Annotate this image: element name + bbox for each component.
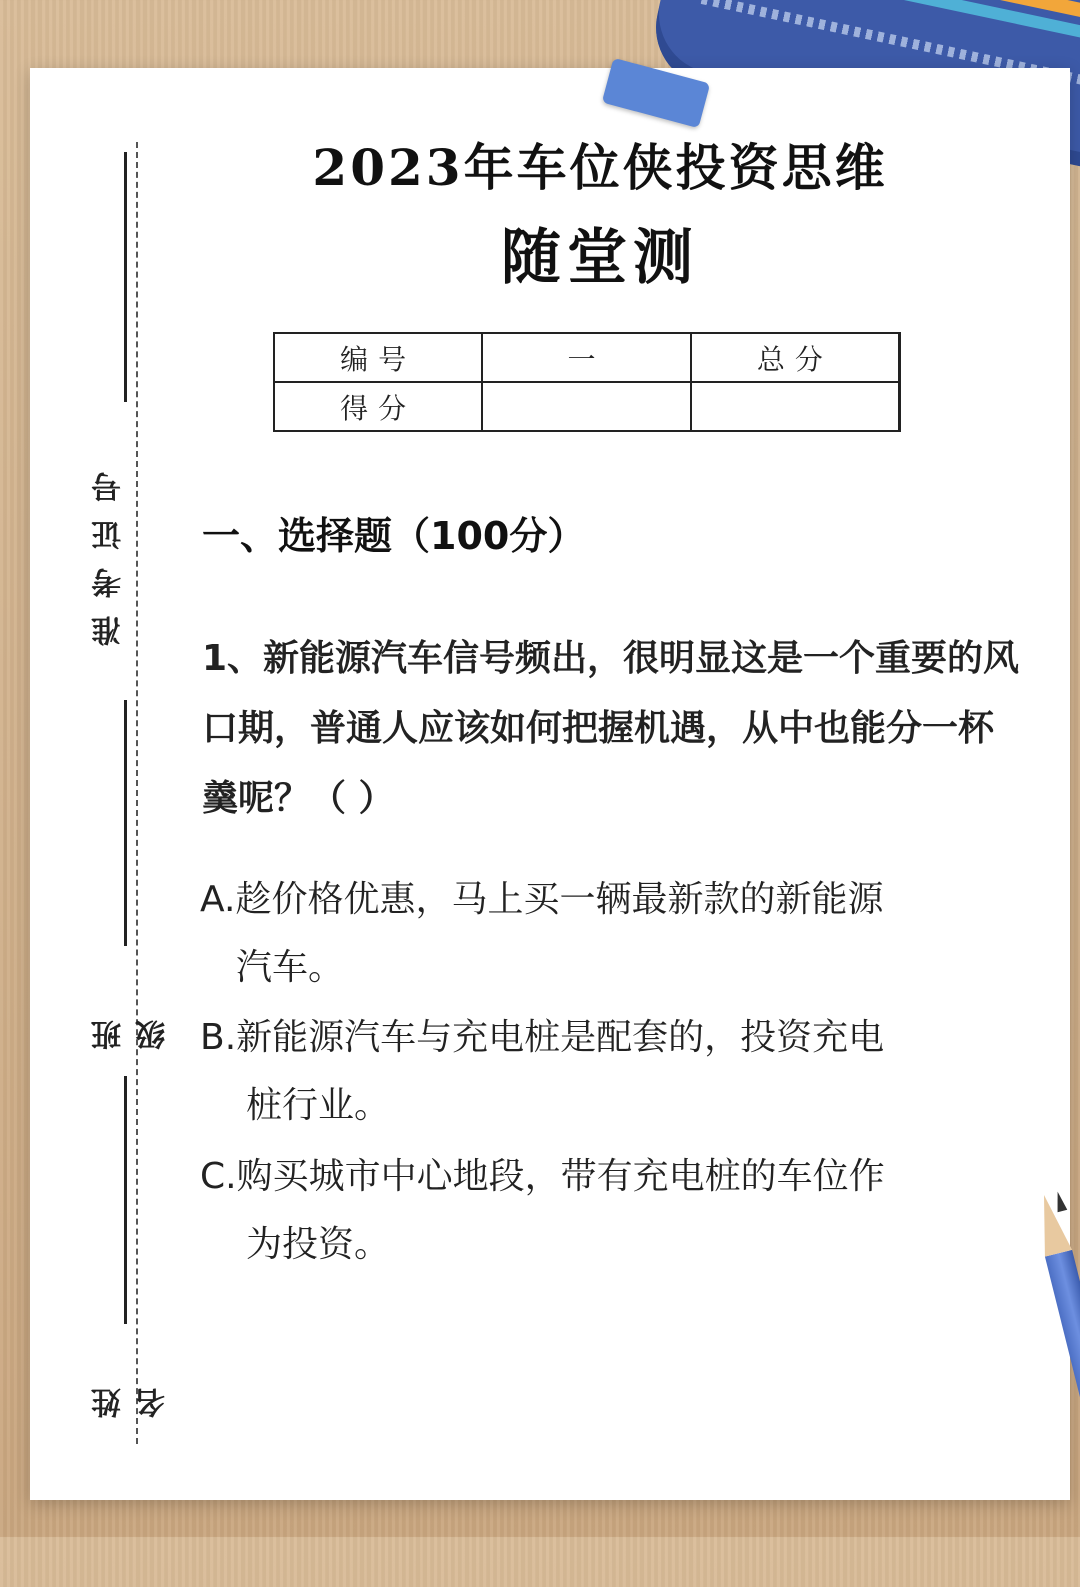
exam-title: 2023年车位侠投资思维 (312, 138, 888, 197)
exam-subtitle: 随堂测 (501, 223, 699, 293)
side-underline (124, 700, 127, 946)
name-label: 姓名 (92, 1348, 171, 1418)
section-heading: 一、选择题（100分） (202, 514, 586, 558)
total-input-cell[interactable] (691, 382, 900, 431)
score-table (273, 332, 901, 432)
option-b-line1: B.新能源汽车与充电桩是配套的，投资充电 (200, 1017, 885, 1058)
class-label: 班级 (92, 980, 171, 1050)
option-b-line2: 桩行业。 (246, 1085, 391, 1126)
table-cell: 一 (482, 333, 690, 382)
option-a-line2: 汽车。 (236, 947, 345, 988)
side-underline (124, 152, 127, 402)
option-b[interactable] (200, 1004, 1030, 1140)
table-cell: 编号 (274, 333, 482, 382)
binding-dashed-line (136, 142, 138, 1444)
question-text: 1、新能源汽车信号频出，很明显这是一个重要的风口期，普通人应该如何把握机遇，从中也能分一杯羹呢？（ ） (202, 638, 1020, 819)
option-c-line2: 为投资。 (246, 1224, 391, 1265)
side-underline (124, 1076, 127, 1324)
option-a-line1: A.趁价格优惠，马上买一辆最新款的新能源 (200, 879, 884, 920)
table-cell: 总分 (691, 333, 900, 382)
option-c[interactable] (200, 1143, 1030, 1279)
score-input-cell[interactable] (482, 382, 690, 431)
table-row (274, 333, 900, 382)
table-row (274, 382, 900, 431)
option-c-line1: C.购买城市中心地段，带有充电桩的车位作 (200, 1156, 885, 1197)
exam-id-label: 准考证号 (92, 454, 127, 646)
option-a[interactable] (200, 866, 1030, 1002)
table-cell: 得分 (274, 382, 482, 431)
